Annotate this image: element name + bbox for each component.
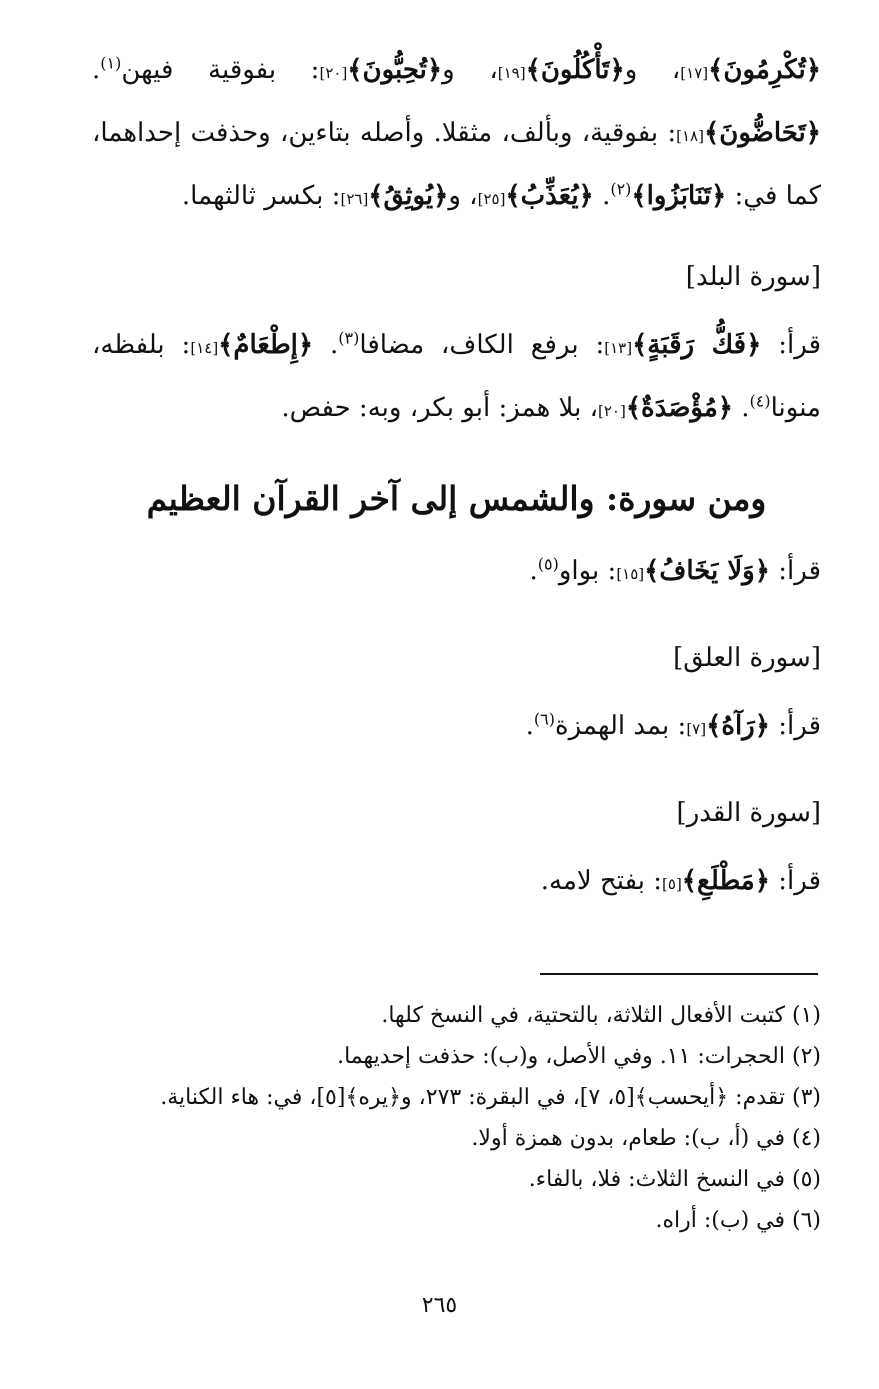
paragraph-surah-alaq <box>92 696 821 759</box>
footnote-marker[interactable]: (٢) <box>610 179 632 199</box>
text-run: . <box>602 181 611 211</box>
footnote-3: (٣) تقدم: ﴿أيحسب﴾[٥، ٧]، في البقرة: ٢٧٣، و﴿يره﴾[٥]، في: هاء الكناية. <box>160 1085 821 1110</box>
text-run: : بكسر ثالثهما. <box>181 181 341 211</box>
section-title: ومن سورة: والشمس إلى آخر القرآن العظيم <box>146 479 767 518</box>
paragraph-surah-shams <box>92 541 821 604</box>
main-text <box>92 40 821 914</box>
text-run: ، و <box>448 181 478 211</box>
verse-ref: [١٥] <box>616 565 645 583</box>
text-run: : بمد الهمزة <box>554 711 687 741</box>
quran-word: ﴿وَلَا يَخَافُ﴾ <box>644 556 770 586</box>
footnote-marker[interactable]: (٦) <box>533 709 555 729</box>
text-run: قرأ: <box>778 556 821 586</box>
footnote-marker[interactable]: (٣) <box>338 328 360 348</box>
verse-ref: [٢٠] <box>319 64 348 82</box>
verse-ref: [٥] <box>662 875 682 893</box>
text-run: . <box>92 55 101 85</box>
verse-ref: [١٤] <box>190 339 219 357</box>
footnote-4: (٤) في (أ، ب): طعام، بدون همزة أولا. <box>471 1126 821 1151</box>
footnotes <box>92 995 821 1241</box>
text-run: : برفع الكاف، مضافا <box>359 330 605 360</box>
quran-word: ﴿تُحِبُّونَ﴾ <box>347 55 443 85</box>
text-run: ، و <box>442 55 498 85</box>
text-run: . <box>525 711 534 741</box>
text-run: . <box>741 393 750 423</box>
paragraph-surah-fajr-end <box>92 40 821 229</box>
quran-word: ﴿رَآهُ﴾ <box>706 711 770 741</box>
text-run: : بلفظه، منونا <box>92 330 821 423</box>
text-run: : بواو <box>558 556 617 586</box>
footnote-marker[interactable]: (٥) <box>537 554 559 574</box>
verse-ref: [٢٥] <box>477 190 506 208</box>
text-run: ، بلا همز: أبو بكر، وبه: حفص. <box>281 393 598 423</box>
footnote-1: (١) كتبت الأفعال الثلاثة، بالتحتية، في النسخ كلها. <box>381 1003 821 1028</box>
quran-word: ﴿إِطْعَامٌ﴾ <box>218 330 314 360</box>
footnote-5: (٥) في النسخ الثلاث: فلا، بالفاء. <box>528 1167 821 1192</box>
verse-ref: [١٣] <box>604 339 633 357</box>
page-number: ٢٦٥ <box>421 1293 458 1318</box>
quran-word: ﴿تَحَاضُّونَ﴾ <box>703 118 821 148</box>
quran-word: ﴿تَنَابَزُوا﴾ <box>631 181 727 211</box>
text-run: ، و <box>624 55 681 85</box>
text-run: . <box>330 330 339 360</box>
text-run: : بفوقية، وبألف، مثقلا. وأصله بتاءين، وحذفت إحداهما، كما في: <box>92 118 821 211</box>
heading-surah-balad: [سورة البلد] <box>685 262 821 292</box>
quran-word: ﴿مُؤْصَدَةٌ﴾ <box>625 393 733 423</box>
text-run: قرأ: <box>778 866 821 896</box>
quran-word: ﴿تَأْكُلُونَ﴾ <box>525 55 625 85</box>
text-run: : بفوقية فيهن <box>121 55 320 85</box>
footnote-divider <box>540 973 818 975</box>
text-run: قرأ: <box>778 330 822 360</box>
heading-surah-qadr: [سورة القدر] <box>676 798 821 828</box>
footnote-6: (٦) في (ب): أراه. <box>655 1208 821 1233</box>
quran-word: ﴿تُكْرِمُونَ﴾ <box>708 55 822 85</box>
paragraph-surah-qadr <box>92 851 821 914</box>
heading-surah-alaq: [سورة العلق] <box>673 643 821 673</box>
verse-ref: [٧] <box>686 720 707 738</box>
quran-word: ﴿فَكُّ رَقَبَةٍ﴾ <box>632 330 762 360</box>
verse-ref: [٢٠] <box>597 402 626 420</box>
verse-ref: [١٧] <box>680 64 709 82</box>
paragraph-surah-balad <box>92 315 821 441</box>
text-run: . <box>529 556 538 586</box>
text-run: : بفتح لامه. <box>540 866 663 896</box>
verse-ref: [٢٦] <box>340 190 369 208</box>
text-run: قرأ: <box>778 711 821 741</box>
footnote-marker[interactable]: (١) <box>100 53 122 73</box>
quran-word: ﴿يُوثِقُ﴾ <box>368 181 449 211</box>
verse-ref: [١٨] <box>676 127 704 145</box>
footnote-marker[interactable]: (٤) <box>749 391 771 411</box>
verse-ref: [١٩] <box>497 64 526 82</box>
quran-word: ﴿مَطْلَعِ﴾ <box>681 866 770 896</box>
footnote-2: (٢) الحجرات: ١١. وفي الأصل، و(ب): حذفت إحديهما. <box>337 1044 821 1069</box>
quran-word: ﴿يُعَذِّبُ﴾ <box>505 181 594 211</box>
